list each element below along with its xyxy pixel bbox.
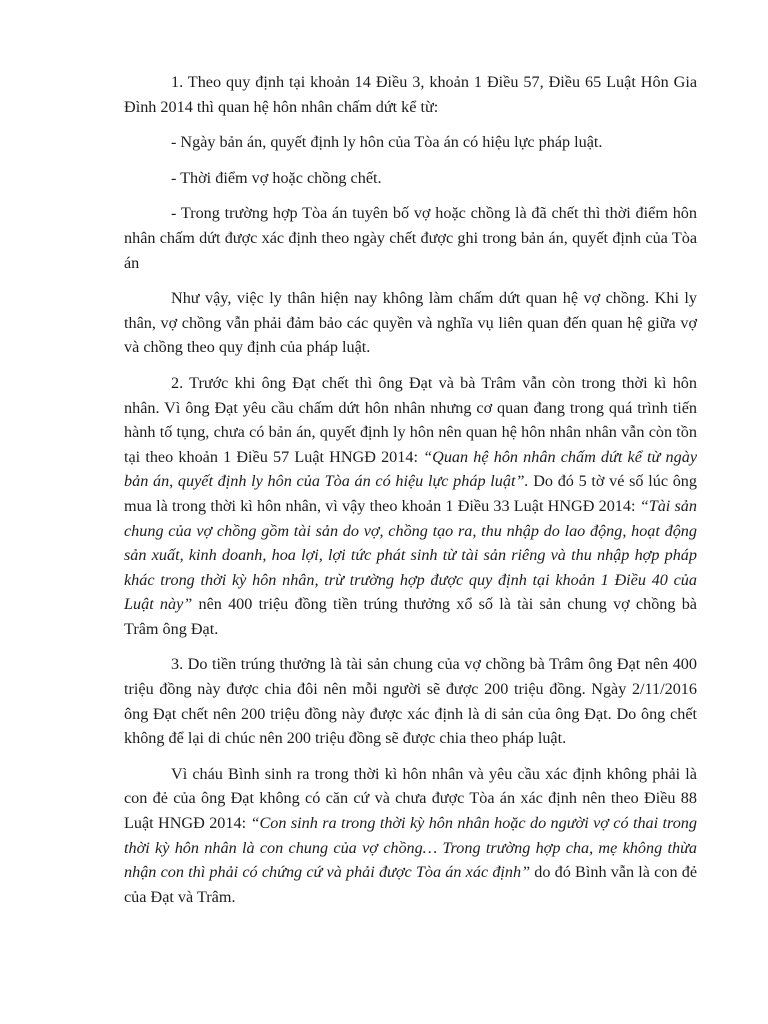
text-segment: do đó Bình vẫn là con đẻ của Đạt và Trâm.: [124, 863, 698, 906]
quote-segment: “Tài sản chung của vợ chồng gồm tài sản do vợ, chồng tạo ra, thu nhập do lao động, hoạt động sản xuất, kinh doanh, hoa lợi, lợi tức phát sinh từ tài sản riêng và thu nhập hợp pháp khác trong thời kỳ hôn nhân, trừ trường hợp được quy định tại khoản 1 Điều 40 của Luật này”: [124, 496, 697, 614]
document-page: [124, 70, 697, 909]
paragraph-5: [124, 286, 697, 360]
paragraph-4: [124, 201, 697, 275]
quote-segment: “Quan hệ hôn nhân chấm dứt kể từ ngày bản án, quyết định ly hôn của Tòa án có hiệu lực pháp luật”.: [124, 447, 698, 491]
paragraph-7: [124, 652, 697, 750]
text-segment: Do đó 5 tờ vé số lúc ông mua là trong thời kì hôn nhân, vì vậy theo khoản 1 Điều 33 Luật HNGĐ 2014:: [124, 472, 697, 515]
paragraph-3: [124, 166, 697, 191]
paragraph-6: [124, 371, 697, 642]
text-segment: - Trong trường hợp Tòa án tuyên bố vợ hoặc chồng là đã chết thì thời điểm hôn nhân chấm dứt được xác định theo ngày chết được ghi trong bản án, quyết định của Tòa án: [124, 204, 697, 272]
paragraph-8: [124, 762, 697, 910]
text-segment: nên 400 triệu đồng tiền trúng thưởng xổ số là tài sản chung vợ chồng bà Trâm ông Đạt.: [124, 595, 697, 638]
quote-segment: “Con sinh ra trong thời kỳ hôn nhân hoặc do người vợ có thai trong thời kỳ hôn nhân là con chung của vợ chồng… Trong trường hợp cha, mẹ không thừa nhận con thì phải có chứng cứ và phải được Tòa án xác định”: [124, 814, 697, 882]
text-segment: - Thời điểm vợ hoặc chồng chết.: [171, 168, 382, 187]
text-segment: 1. Theo quy định tại khoản 14 Điều 3, khoản 1 Điều 57, Điều 65 Luật Hôn Gia Đình 2014 thì quan hệ hôn nhân chấm dứt kể từ:: [124, 73, 697, 116]
paragraph-1: [124, 70, 697, 119]
paragraph-2: [124, 130, 697, 155]
text-segment: Vì cháu Bình sinh ra trong thời kì hôn nhân và yêu cầu xác định không phải là con đẻ của ông Đạt không có căn cứ và chưa được Tòa án xác định nên theo Điều 88 Luật HNGĐ 2014:: [124, 764, 697, 833]
text-segment: - Ngày bản án, quyết định ly hôn của Tòa án có hiệu lực pháp luật.: [171, 133, 603, 152]
text-segment: Như vậy, việc ly thân hiện nay không làm chấm dứt quan hệ vợ chồng. Khi ly thân, vợ chồng vẫn phải đảm bảo các quyền và nghĩa vụ liên quan đến quan hệ giữa vợ và chồng theo quy định của pháp luật.: [124, 289, 697, 357]
text-segment: 3. Do tiền trúng thưởng là tài sản chung của vợ chồng bà Trâm ông Đạt nên 400 triệu đồng này được chia đôi nên mỗi người sẽ được 200 triệu đồng. Ngày 2/11/2016 ông Đạt chết nên 200 triệu đồng này được xác định là di sản của ông Đạt. Do ông chết không để lại di chúc nên 200 triệu đồng sẽ được chia theo pháp luật.: [124, 655, 697, 748]
text-segment: 2. Trước khi ông Đạt chết thì ông Đạt và bà Trâm vẫn còn trong thời kì hôn nhân. Vì ông Đạt yêu cầu chấm dứt hôn nhân nhưng cơ quan đang trong quá trình tiến hành tố tụng, chưa có bản án, quyết định ly hôn nên quan hệ hôn nhân nhân vẫn còn tồn tại theo khoản 1 Điều 57 Luật HNGĐ 2014:: [124, 373, 697, 466]
